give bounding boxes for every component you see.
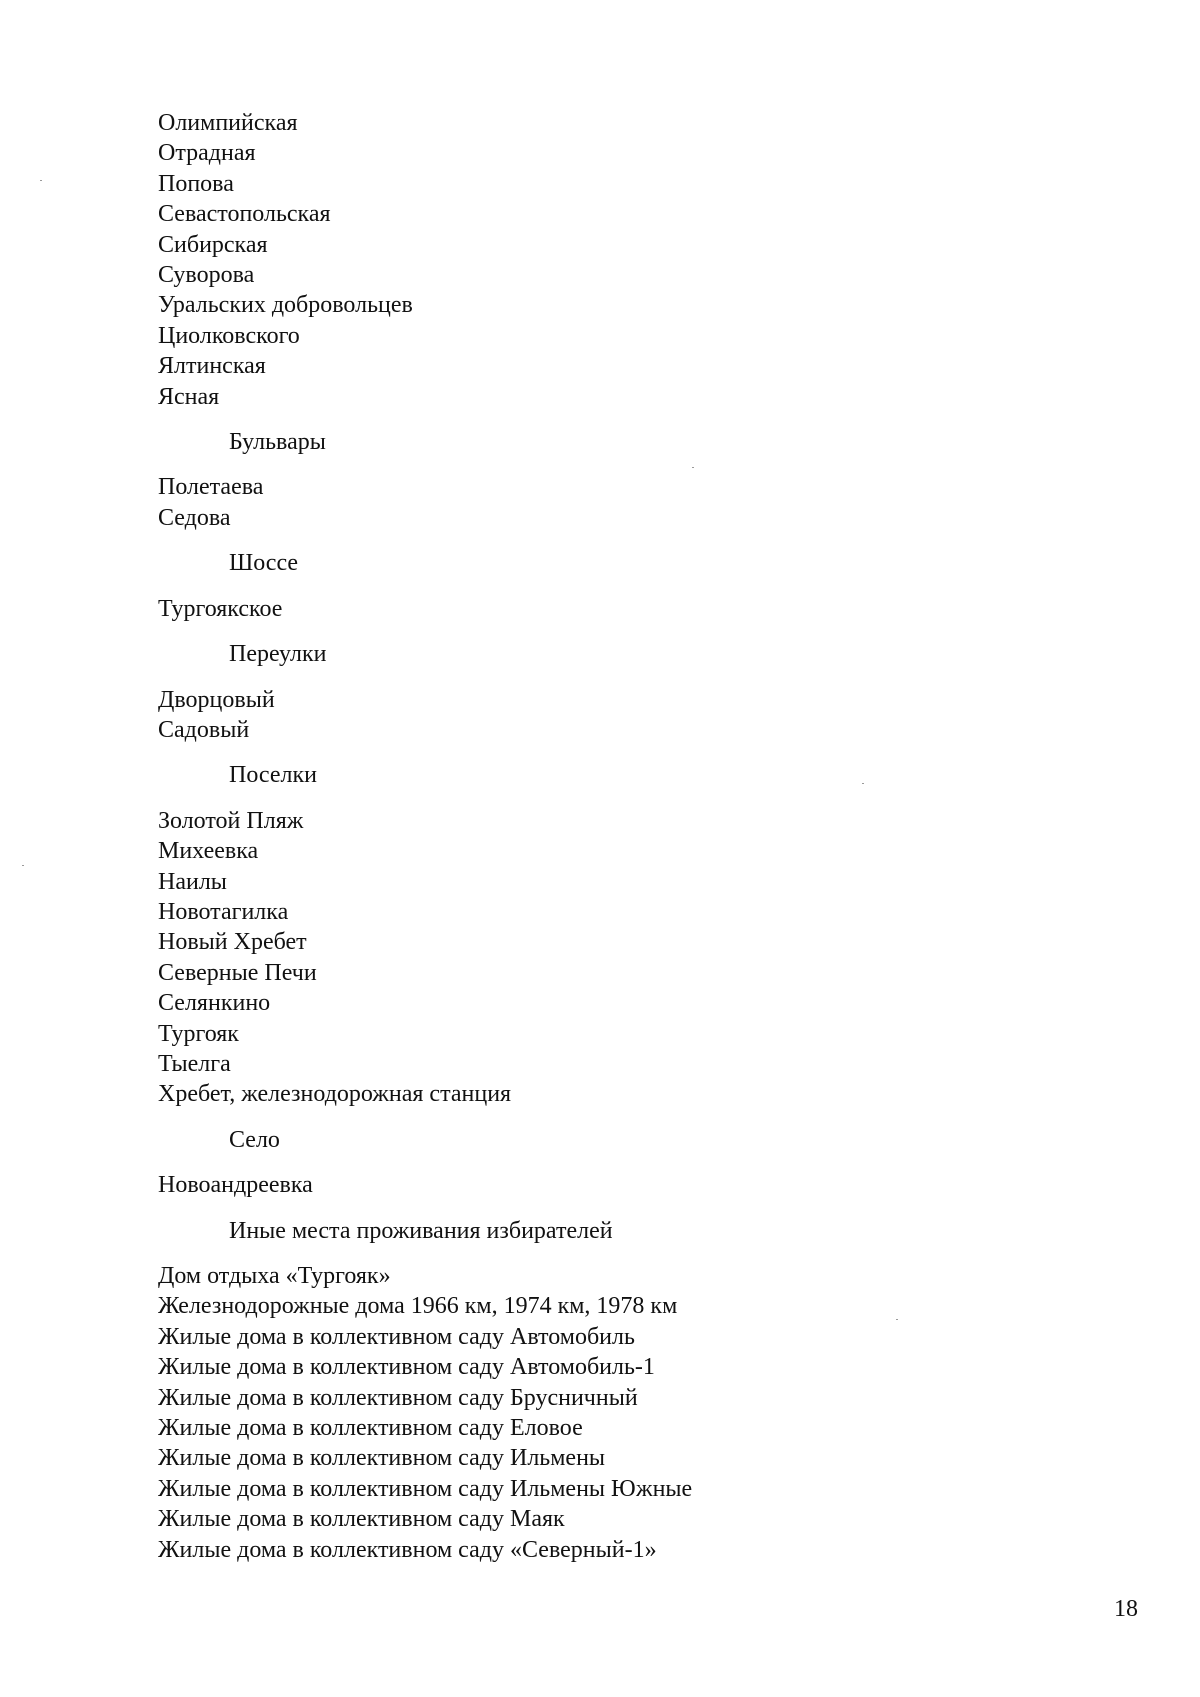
other-place-item: Жилые дома в коллективном саду Маяк <box>158 1506 565 1533</box>
other-place-item: Жилые дома в коллективном саду Ильмены Южные <box>158 1475 693 1502</box>
other-place-item: Жилые дома в коллективном саду «Северный-1» <box>158 1536 657 1563</box>
section-heading-boulevards: Бульвары <box>229 429 326 456</box>
settlement-item: Наилы <box>158 868 227 895</box>
street-item: Циолковского <box>158 322 300 349</box>
village-section <box>158 1125 1058 1201</box>
settlement-item: Михеевка <box>158 838 259 865</box>
settlement-item: Тургояк <box>158 1020 239 1047</box>
boulevard-item: Седова <box>158 504 231 531</box>
other-place-item: Жилые дома в коллективном саду Ильмены <box>158 1445 606 1472</box>
highways-section <box>158 548 1058 624</box>
settlement-item: Новотагилка <box>158 898 289 925</box>
street-item: Отрадная <box>158 140 256 167</box>
street-item: Попова <box>158 170 234 197</box>
section-heading-village: Село <box>229 1126 280 1153</box>
settlement-item: Золотой Пляж <box>158 807 304 834</box>
village-item: Новоандреевка <box>158 1172 313 1199</box>
settlement-item: Новый Хребет <box>158 929 307 956</box>
streets-group <box>158 108 1058 412</box>
street-item: Уральских добровольцев <box>158 292 413 319</box>
section-heading-lanes: Переулки <box>229 641 327 668</box>
settlement-item: Селянкино <box>158 990 271 1017</box>
section-heading-highways: Шоссе <box>229 550 299 577</box>
lane-item: Дворцовый <box>158 686 275 713</box>
scan-speck <box>22 865 24 866</box>
settlement-item: Хребет, железнодорожная станция <box>158 1081 512 1108</box>
street-item: Олимпийская <box>158 110 298 136</box>
scan-speck <box>896 1319 898 1320</box>
street-item: Севастопольская <box>158 201 331 228</box>
settlements-section <box>158 760 1058 1109</box>
scan-speck <box>40 180 42 181</box>
page-number: 18 <box>1114 1596 1138 1622</box>
other-place-item: Жилые дома в коллективном саду Автомобиль <box>158 1323 635 1350</box>
section-heading-other-places: Иные места проживания избирателей <box>229 1217 613 1244</box>
other-place-item: Железнодорожные дома 1966 км, 1974 км, 1978 км <box>158 1293 678 1320</box>
other-place-item: Дом отдыха «Тургояк» <box>158 1263 391 1289</box>
scan-speck <box>862 783 864 784</box>
street-item: Сибирская <box>158 231 268 258</box>
scan-speck <box>692 467 694 468</box>
lane-item: Садовый <box>158 716 250 743</box>
other-place-item: Жилые дома в коллективном саду Автомобиль-1 <box>158 1354 655 1381</box>
boulevards-section <box>158 427 1058 533</box>
boulevard-item: Полетаева <box>158 474 264 501</box>
section-heading-settlements: Поселки <box>229 762 318 789</box>
other-place-item: Жилые дома в коллективном саду Брусничный <box>158 1384 638 1411</box>
other-places-section <box>158 1216 1058 1565</box>
street-item: Суворова <box>158 262 255 289</box>
settlement-item: Тыелга <box>158 1050 231 1077</box>
other-place-item: Жилые дома в коллективном саду Еловое <box>158 1415 583 1442</box>
lanes-section <box>158 639 1058 745</box>
settlement-item: Северные Печи <box>158 959 317 986</box>
street-item: Ясная <box>158 383 220 410</box>
street-item: Ялтинская <box>158 353 266 380</box>
address-list <box>158 108 1058 1565</box>
highway-item: Тургоякское <box>158 595 283 622</box>
